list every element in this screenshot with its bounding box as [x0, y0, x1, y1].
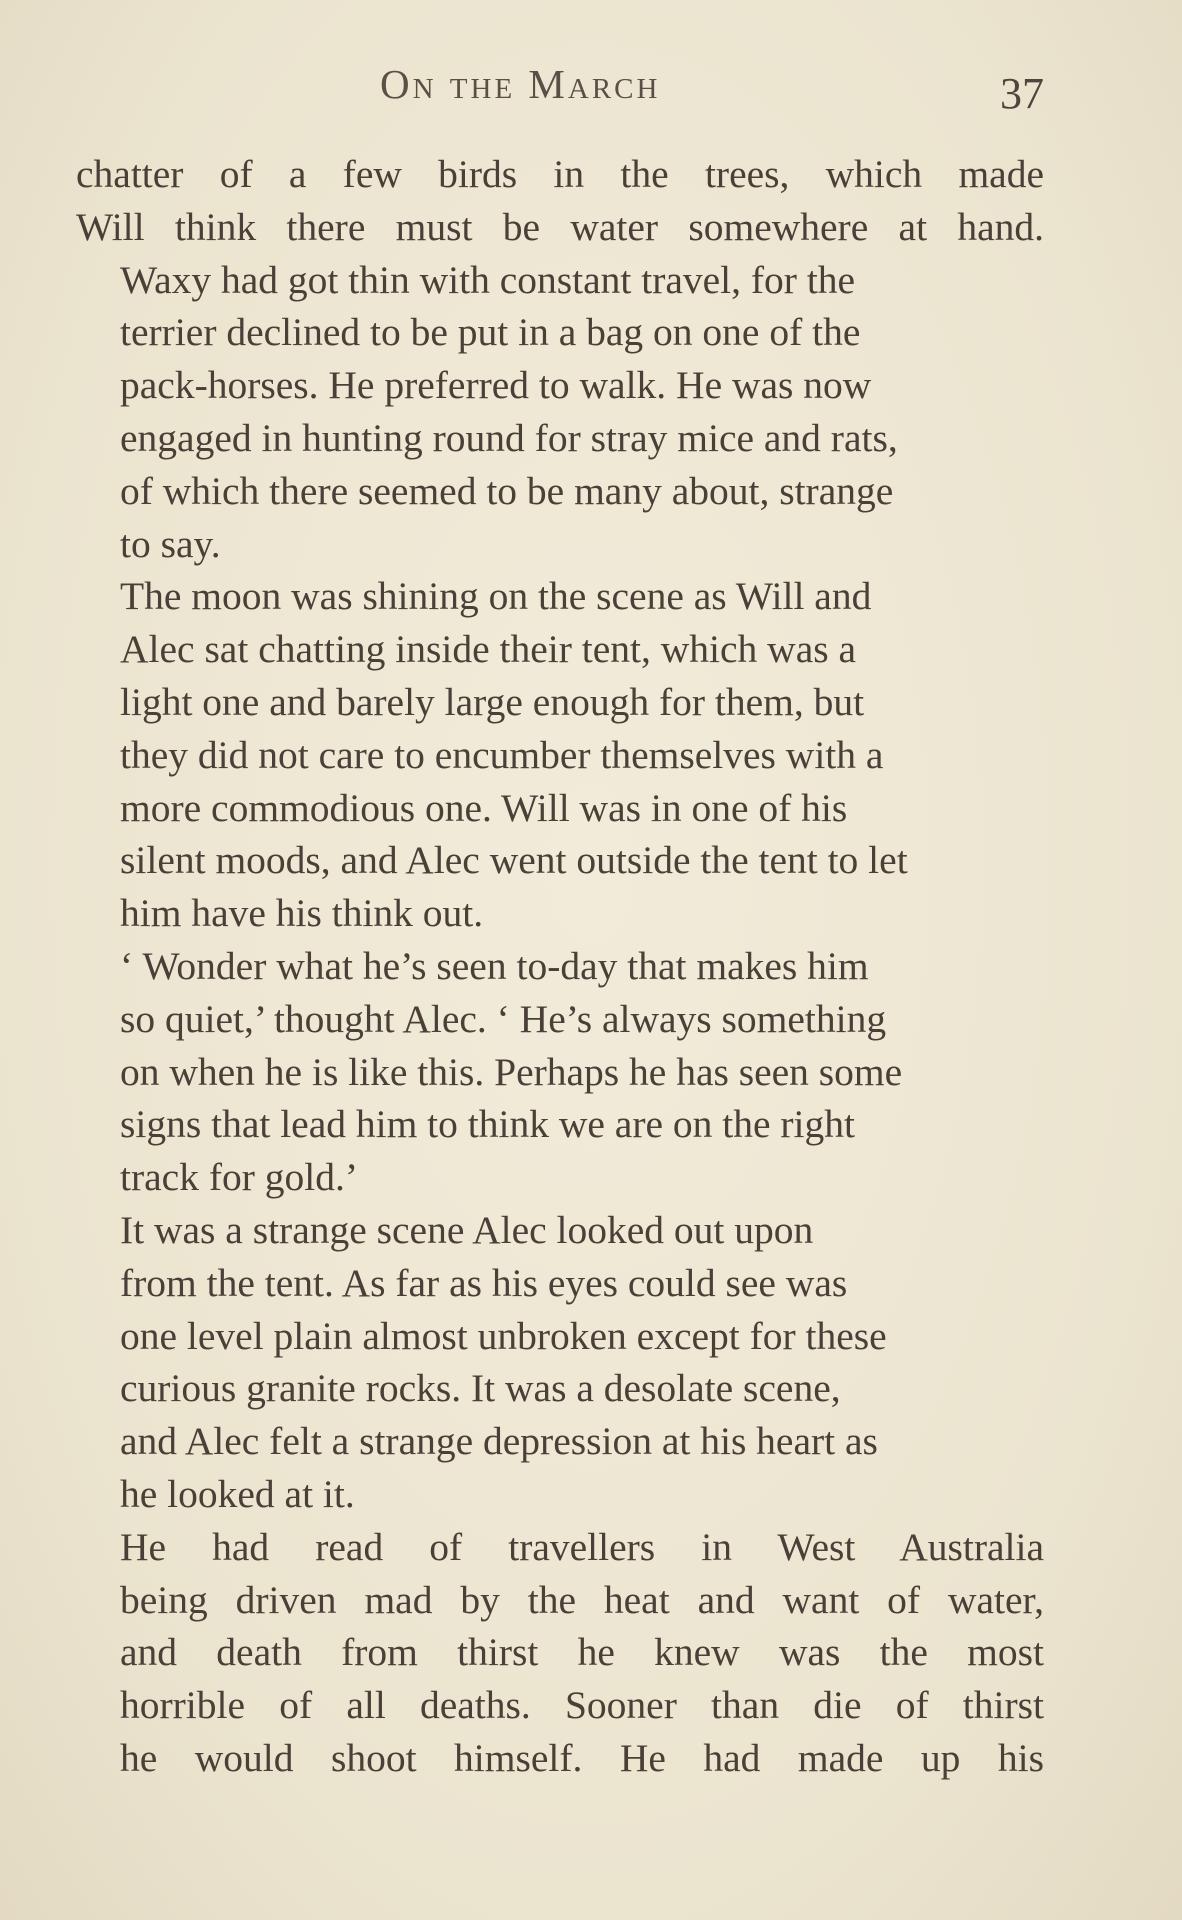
text-line: It was a strange scene Alec looked out upon [120, 1207, 814, 1252]
text-line: chatter of a few birds in the trees, which made [76, 152, 1044, 196]
text-line: of which there seemed to be many about, strange [120, 468, 894, 513]
paragraph [76, 148, 1044, 254]
paragraph [76, 940, 1044, 1204]
text-line: curious granite rocks. It was a desolate scene, [120, 1366, 841, 1411]
text-line: Waxy had got thin with constant travel, for the [120, 257, 856, 302]
text-line: terrier declined to be put in a bag on one of the [120, 310, 861, 355]
text-line: Will think there must be water somewhere at hand. [76, 204, 1044, 249]
text-line: and death from thirst he knew was the most [120, 1630, 1044, 1675]
text-line: on when he is like this. Perhaps he has seen some [120, 1049, 903, 1094]
text-line: from the tent. As far as his eyes could see was [120, 1260, 848, 1305]
text-line: him have his think out. [120, 891, 484, 936]
text-line: so quiet,’ thought Alec. ‘ He’s always something [120, 996, 887, 1041]
paragraph [76, 254, 1044, 571]
text-line: silent moods, and Alec went outside the tent to let [120, 838, 908, 883]
text-line: ‘ Wonder what he’s seen to-day that makes him [120, 943, 869, 988]
text-line: horrible of all deaths. Sooner than die of thirst [120, 1683, 1044, 1728]
text-line: track for gold.’ [120, 1155, 359, 1200]
text-line: more commodious one. Will was in one of his [120, 785, 848, 830]
text-line: they did not care to encumber themselves with a [120, 732, 884, 777]
text-line: light one and barely large enough for them, but [120, 679, 865, 724]
running-head-title: On the March [380, 61, 661, 107]
page-number: 37 [1000, 69, 1044, 118]
paragraph [76, 1521, 1044, 1785]
text-line: to say. [120, 521, 221, 566]
text-line: he looked at it. [120, 1471, 355, 1516]
body-text [76, 148, 1044, 1785]
text-line: he would shoot himself. He had made up his [120, 1735, 1044, 1780]
paragraph [76, 1204, 1044, 1521]
text-line: one level plain almost unbroken except for these [120, 1313, 887, 1358]
text-line: Alec sat chatting inside their tent, which was a [120, 627, 857, 672]
text-line: The moon was shining on the scene as Will and [120, 574, 872, 619]
text-line: signs that lead him to think we are on the right [120, 1102, 855, 1147]
text-line: engaged in hunting round for stray mice and rats, [120, 415, 898, 460]
text-line: being driven mad by the heat and want of water, [120, 1577, 1044, 1622]
text-line: and Alec felt a strange depression at his heart as [120, 1419, 878, 1464]
text-line: He had read of travellers in West Australia [120, 1524, 1044, 1569]
text-line: pack-horses. He preferred to walk. He was now [120, 363, 872, 408]
paragraph [76, 570, 1044, 940]
